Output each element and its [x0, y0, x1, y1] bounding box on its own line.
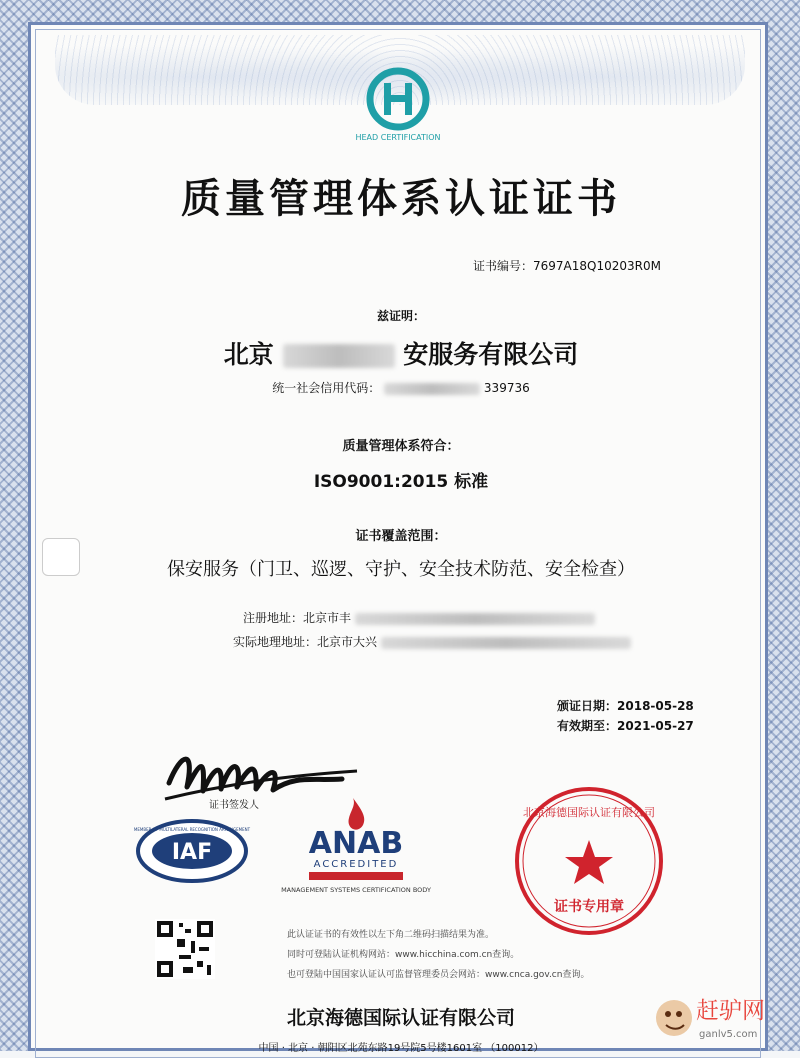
- certificate-number-value: 7697A18Q10203R0M: [533, 259, 661, 273]
- qr-code: [155, 919, 215, 979]
- iaf-logo: [135, 819, 249, 883]
- actual-address-blur: [381, 637, 631, 649]
- valid-until: [557, 717, 694, 734]
- verification-note-1: 此认证证书的有效性以左下角二维码扫描结果为准。: [287, 930, 495, 940]
- svg-text:MEMBER OF MULTILATERAL RECOGNI: MEMBER OF MULTILATERAL RECOGNITION ARRANGEMENT: [133, 827, 251, 832]
- svg-text:赶驴网: 赶驴网: [696, 998, 765, 1024]
- anab-accredited-logo: [281, 795, 431, 905]
- credit-code: [31, 379, 771, 396]
- company-name-blur: [283, 344, 395, 368]
- actual-address-value: 北京市大兴: [317, 635, 378, 649]
- valid-until-label: 有效期至：: [557, 719, 618, 733]
- svg-text:证书专用章: 证书专用章: [554, 899, 624, 915]
- company-name-prefix: 北京: [223, 340, 274, 369]
- credit-code-value: 339736: [483, 381, 530, 395]
- certificate-paper: [28, 22, 768, 1054]
- issue-date: [557, 697, 694, 714]
- svg-text:HEAD CERTIFICATION: HEAD CERTIFICATION: [355, 133, 441, 142]
- svg-text:ANAB: ANAB: [308, 826, 404, 861]
- company-name-suffix: 安服务有限公司: [403, 340, 579, 369]
- certified-company: [31, 335, 771, 371]
- registered-address: [243, 609, 595, 626]
- head-certification-logo: [357, 61, 439, 143]
- hereby-label: 兹证明：: [376, 309, 425, 323]
- issuer-company-name: 北京海德国际认证有限公司: [286, 1007, 515, 1029]
- certificate-number: [473, 257, 661, 274]
- scope-value: 保安服务（门卫、巡逻、守护、安全技术防范、安全检查）: [167, 559, 635, 580]
- registered-address-label: 注册地址：: [243, 611, 304, 625]
- credit-code-label: 统一社会信用代码：: [272, 381, 381, 395]
- system-conforms-label: 质量管理体系符合：: [342, 439, 460, 454]
- signatory-label: 证书签发人: [209, 800, 259, 811]
- actual-address: [233, 633, 631, 650]
- svg-text:ACCREDITED: ACCREDITED: [313, 859, 399, 870]
- floating-image-icon[interactable]: [42, 538, 80, 576]
- scope-label: 证书覆盖范围：: [355, 529, 447, 544]
- actual-address-label: 实际地理地址：: [233, 635, 318, 649]
- svg-text:北京海德国际认证有限公司: 北京海德国际认证有限公司: [523, 806, 655, 819]
- issue-date-value: 2018-05-28: [617, 699, 694, 713]
- standard-text: ISO9001:2015 标准: [313, 472, 489, 492]
- website-watermark: [654, 990, 794, 1045]
- svg-text:ganlv5.com: ganlv5.com: [699, 1029, 758, 1040]
- verification-note-3: 也可登陆中国国家认证认可监督管理委员会网站：www.cnca.gov.cn查询。: [287, 970, 590, 980]
- issue-date-label: 颁证日期：: [557, 699, 618, 713]
- registered-address-blur: [355, 613, 595, 625]
- issuer-company-address: 中国 · 北京 · 朝阳区北苑东路19号院5号楼1601室 （100012）: [258, 1043, 544, 1054]
- registered-address-value: 北京市丰: [303, 611, 352, 625]
- svg-text:IAF: IAF: [171, 840, 213, 865]
- verification-note-2: 同时可登陆认证机构网站：www.hicchina.com.cn查询。: [287, 950, 520, 960]
- credit-code-blur: [384, 383, 480, 395]
- official-red-seal: [513, 785, 665, 937]
- certificate-title: 质量管理体系认证证书: [181, 175, 621, 222]
- valid-until-value: 2021-05-27: [617, 719, 694, 733]
- svg-text:MANAGEMENT SYSTEMS CERTIFICATI: MANAGEMENT SYSTEMS CERTIFICATION BODY: [281, 886, 431, 894]
- certificate-number-label: 证书编号：: [473, 259, 534, 273]
